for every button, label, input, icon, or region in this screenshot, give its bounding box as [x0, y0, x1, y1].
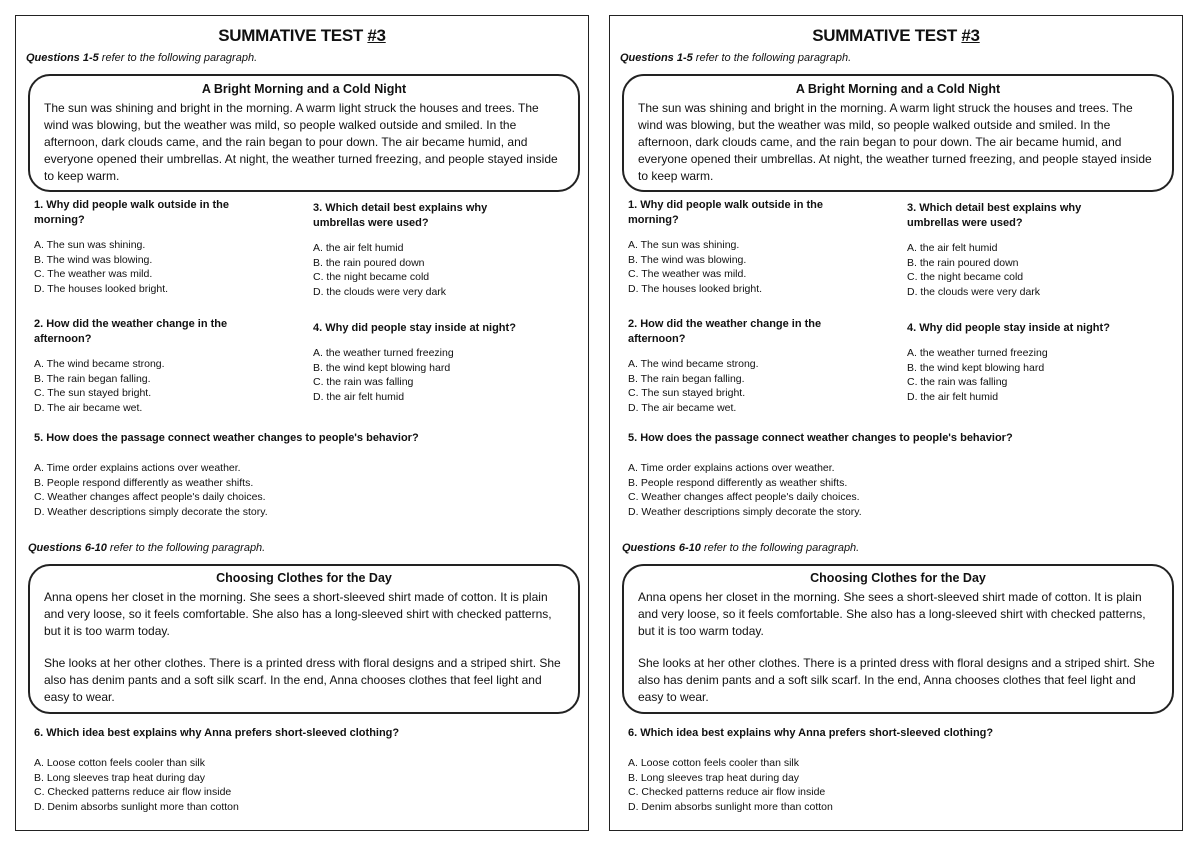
- option-d[interactable]: D. Weather descriptions simply decorate the story.: [34, 505, 268, 518]
- option-b[interactable]: B. the rain poured down: [907, 256, 1019, 269]
- option-c[interactable]: C. Weather changes affect people's daily choices.: [628, 491, 860, 504]
- question-text: 2. How did the weather change in the afternoon?: [628, 318, 822, 345]
- passage-title: Choosing Clothes for the Day: [216, 571, 392, 585]
- passage-box-2: [622, 564, 1174, 714]
- section1-intro-bold: Questions 1-5: [620, 52, 693, 64]
- section2-intro-text: refer to the following paragraph.: [106, 542, 266, 554]
- option-d[interactable]: D. the air felt humid: [907, 390, 999, 403]
- question-3: [313, 201, 533, 299]
- section2-intro-bold: Questions 6-10: [622, 542, 701, 554]
- test-number: #3: [961, 26, 980, 45]
- option-d[interactable]: D. The houses looked bright.: [628, 282, 763, 295]
- question-3: [907, 201, 1127, 299]
- option-a[interactable]: A. Loose cotton feels cooler than silk: [628, 757, 800, 769]
- option-d[interactable]: D. the clouds were very dark: [907, 285, 1041, 298]
- question-5: [628, 431, 1168, 519]
- option-b[interactable]: B. People respond differently as weather shifts.: [34, 476, 254, 489]
- question-2: [628, 317, 868, 415]
- test-page-right: [609, 15, 1183, 831]
- passage-paragraph-2: She looks at her other clothes. There is a printed dress with floral designs and a striped shirt. She also has denim pants and a soft silk scarf. In the end, Anna chooses clothes that feel light and easy to wear.: [638, 656, 1155, 704]
- question-text: 4. Why did people stay inside at night?: [313, 322, 516, 334]
- option-a[interactable]: A. The wind became strong.: [34, 358, 165, 370]
- option-b[interactable]: B. The wind was blowing.: [34, 253, 153, 266]
- section2-intro-bold: Questions 6-10: [28, 542, 107, 554]
- question-text: 3. Which detail best explains why umbrellas were used?: [907, 202, 1082, 229]
- test-page-left: [15, 15, 589, 831]
- option-b[interactable]: B. the wind kept blowing hard: [313, 361, 451, 374]
- question-6: [34, 726, 574, 814]
- option-b[interactable]: B. The wind was blowing.: [628, 253, 747, 266]
- question-text: 1. Why did people walk outside in the morning?: [34, 199, 229, 226]
- option-a[interactable]: A. The sun was shining.: [628, 239, 740, 251]
- question-text: 6. Which idea best explains why Anna prefers short-sleeved clothing?: [34, 727, 400, 739]
- page-title: [16, 26, 588, 46]
- passage-title: A Bright Morning and a Cold Night: [795, 82, 1001, 96]
- option-d[interactable]: D. The air became wet.: [628, 401, 737, 414]
- passage-text: The sun was shining and bright in the morning. A warm light struck the houses and trees. The wind was blowing, but the weather was mild, so people walked outside and smiled. In the afternoon, dark clouds came, and the rain began to pour down. The air became humid, and everyone opened their umbrellas. At night, the weather turned freezing, and people stayed inside to keep warm.: [44, 101, 558, 183]
- passage-paragraph-2: She looks at her other clothes. There is a printed dress with floral designs and a striped shirt. She also has denim pants and a soft silk scarf. In the end, Anna chooses clothes that feel light and easy to wear.: [44, 656, 561, 704]
- option-b[interactable]: B. People respond differently as weather shifts.: [628, 476, 848, 489]
- option-b[interactable]: B. the rain poured down: [313, 256, 425, 269]
- option-b[interactable]: B. the wind kept blowing hard: [907, 361, 1045, 374]
- question-2: [34, 317, 274, 415]
- option-c[interactable]: C. Checked patterns reduce air flow inside: [34, 786, 232, 799]
- option-d[interactable]: D. Denim absorbs sunlight more than cotton: [34, 800, 239, 813]
- option-a[interactable]: A. Time order explains actions over weather.: [34, 462, 241, 474]
- section1-intro-text: refer to the following paragraph.: [692, 52, 852, 64]
- test-number: #3: [367, 26, 386, 45]
- question-text: 1. Why did people walk outside in the morning?: [628, 199, 823, 226]
- section1-intro: [26, 52, 257, 64]
- question-text: 5. How does the passage connect weather changes to people's behavior?: [34, 432, 419, 444]
- option-c[interactable]: C. Checked patterns reduce air flow inside: [628, 786, 826, 799]
- passage-box-1: [622, 74, 1174, 192]
- passage-box-1: [28, 74, 580, 192]
- option-c[interactable]: C. the night became cold: [907, 271, 1024, 284]
- question-1: [628, 198, 868, 296]
- section2-intro: [622, 542, 859, 554]
- option-a[interactable]: A. The sun was shining.: [34, 239, 146, 251]
- option-d[interactable]: D. The air became wet.: [34, 401, 143, 414]
- option-b[interactable]: B. The rain began falling.: [34, 372, 151, 385]
- question-text: 6. Which idea best explains why Anna prefers short-sleeved clothing?: [628, 727, 994, 739]
- passage-title: Choosing Clothes for the Day: [810, 571, 986, 585]
- option-a[interactable]: A. The wind became strong.: [628, 358, 759, 370]
- question-5: [34, 431, 574, 519]
- option-d[interactable]: D. the air felt humid: [313, 390, 405, 403]
- section1-intro-bold: Questions 1-5: [26, 52, 99, 64]
- option-a[interactable]: A. the air felt humid: [313, 242, 404, 254]
- option-c[interactable]: C. Weather changes affect people's daily choices.: [34, 491, 266, 504]
- title-text: SUMMATIVE TEST: [218, 26, 368, 45]
- passage-title: A Bright Morning and a Cold Night: [201, 82, 407, 96]
- section1-intro: [620, 52, 851, 64]
- option-a[interactable]: A. Loose cotton feels cooler than silk: [34, 757, 206, 769]
- option-c[interactable]: C. The sun stayed bright.: [34, 387, 152, 400]
- option-b[interactable]: B. Long sleeves trap heat during day: [34, 771, 206, 784]
- question-6: [628, 726, 1168, 814]
- question-text: 4. Why did people stay inside at night?: [907, 322, 1110, 334]
- question-1: [34, 198, 274, 296]
- option-a[interactable]: A. Time order explains actions over weather.: [628, 462, 835, 474]
- title-text: SUMMATIVE TEST: [812, 26, 962, 45]
- option-b[interactable]: B. The rain began falling.: [628, 372, 745, 385]
- question-text: 2. How did the weather change in the afternoon?: [34, 318, 228, 345]
- option-d[interactable]: D. Denim absorbs sunlight more than cotton: [628, 800, 833, 813]
- option-a[interactable]: A. the weather turned freezing: [313, 347, 454, 359]
- passage-paragraph-1: Anna opens her closet in the morning. She sees a short-sleeved shirt made of cotton. It is plain and very loose, so it feels comfortable. She also has a long-sleeved shirt with checked patterns, but it is too warm today.: [638, 590, 1146, 638]
- option-c[interactable]: C. the rain was falling: [907, 376, 1008, 389]
- option-d[interactable]: D. The houses looked bright.: [34, 282, 169, 295]
- passage-text: The sun was shining and bright in the morning. A warm light struck the houses and trees. The wind was blowing, but the weather was mild, so people walked outside and smiled. In the afternoon, dark clouds came, and the rain began to pour down. The air became humid, and everyone opened their umbrellas. At night, the weather turned freezing, and people stayed inside to keep warm.: [638, 101, 1152, 183]
- page-title: [610, 26, 1182, 46]
- option-c[interactable]: C. the night became cold: [313, 271, 430, 284]
- option-a[interactable]: A. the air felt humid: [907, 242, 998, 254]
- option-b[interactable]: B. Long sleeves trap heat during day: [628, 771, 800, 784]
- passage-box-2: [28, 564, 580, 714]
- question-text: 5. How does the passage connect weather changes to people's behavior?: [628, 432, 1013, 444]
- section1-intro-text: refer to the following paragraph.: [98, 52, 258, 64]
- option-a[interactable]: A. the weather turned freezing: [907, 347, 1048, 359]
- option-c[interactable]: C. The weather was mild.: [628, 268, 747, 281]
- option-d[interactable]: D. the clouds were very dark: [313, 285, 447, 298]
- option-c[interactable]: C. The weather was mild.: [34, 268, 153, 281]
- passage-paragraph-1: Anna opens her closet in the morning. She sees a short-sleeved shirt made of cotton. It is plain and very loose, so it feels comfortable. She also has a long-sleeved shirt with checked patterns, but it is too warm today.: [44, 590, 552, 638]
- question-4: [313, 321, 573, 404]
- question-text: 3. Which detail best explains why umbrellas were used?: [313, 202, 488, 229]
- option-d[interactable]: D. Weather descriptions simply decorate the story.: [628, 505, 862, 518]
- question-4: [907, 321, 1167, 404]
- section2-intro-text: refer to the following paragraph.: [700, 542, 860, 554]
- option-c[interactable]: C. The sun stayed bright.: [628, 387, 746, 400]
- section2-intro: [28, 542, 265, 554]
- option-c[interactable]: C. the rain was falling: [313, 376, 414, 389]
